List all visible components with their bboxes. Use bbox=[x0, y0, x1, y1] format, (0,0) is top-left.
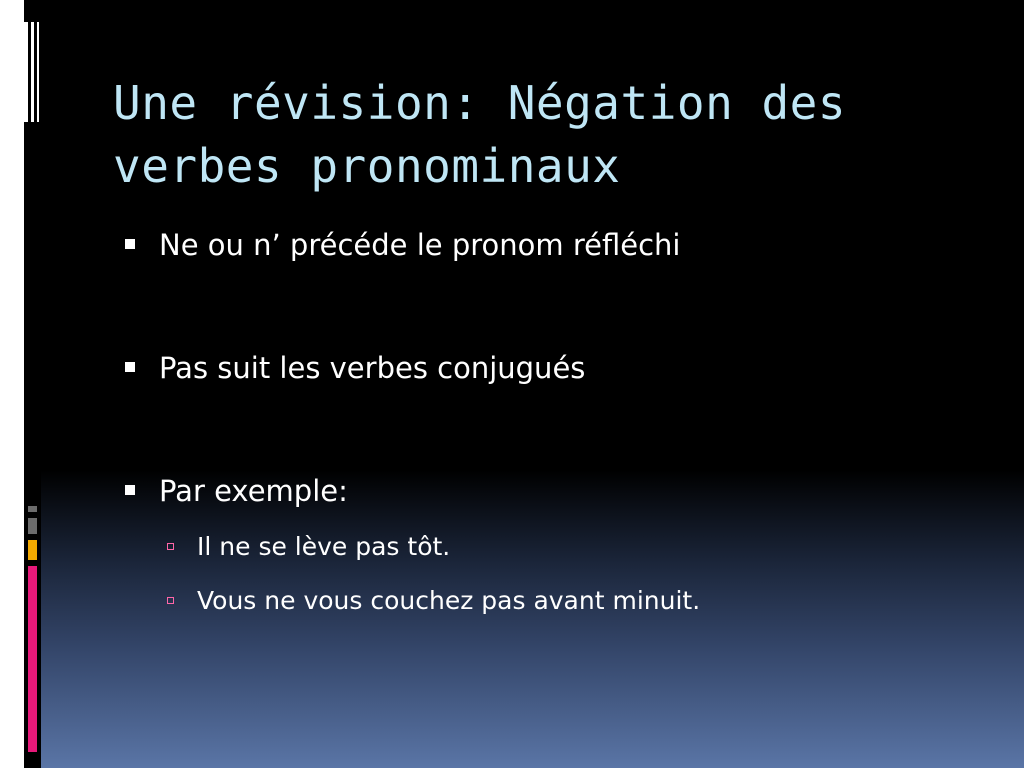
sub-bullet-2: Vous ne vous couchez pas avant minuit. bbox=[197, 586, 701, 615]
strip-accent-orange bbox=[28, 540, 37, 560]
strip-pane-line-2 bbox=[31, 22, 34, 122]
strip-white-band bbox=[0, 0, 24, 768]
bullet-1: Ne ou n’ précéde le pronom réfléchi bbox=[159, 228, 681, 262]
strip-accent-gray bbox=[28, 518, 37, 534]
sub-bullet-1: Il ne se lève pas tôt. bbox=[197, 532, 451, 561]
bullet-2: Pas suit les verbes conjugués bbox=[159, 351, 586, 385]
strip-accent-gray-top bbox=[28, 506, 37, 512]
bullet-marker-3 bbox=[125, 485, 135, 495]
slide-title: Une révision: Négation des verbes pronominaux bbox=[113, 76, 847, 193]
bullet-marker-2 bbox=[125, 362, 135, 372]
left-decorative-strip bbox=[0, 0, 41, 768]
strip-accent-pink bbox=[28, 566, 37, 752]
bullet-marker-1 bbox=[125, 239, 135, 249]
strip-pane-line-3 bbox=[37, 22, 39, 122]
strip-pane-line-1 bbox=[24, 22, 28, 122]
sub-bullet-marker-2 bbox=[167, 597, 174, 604]
bullet-3: Par exemple: bbox=[159, 474, 348, 508]
sub-bullet-marker-1 bbox=[167, 543, 174, 550]
